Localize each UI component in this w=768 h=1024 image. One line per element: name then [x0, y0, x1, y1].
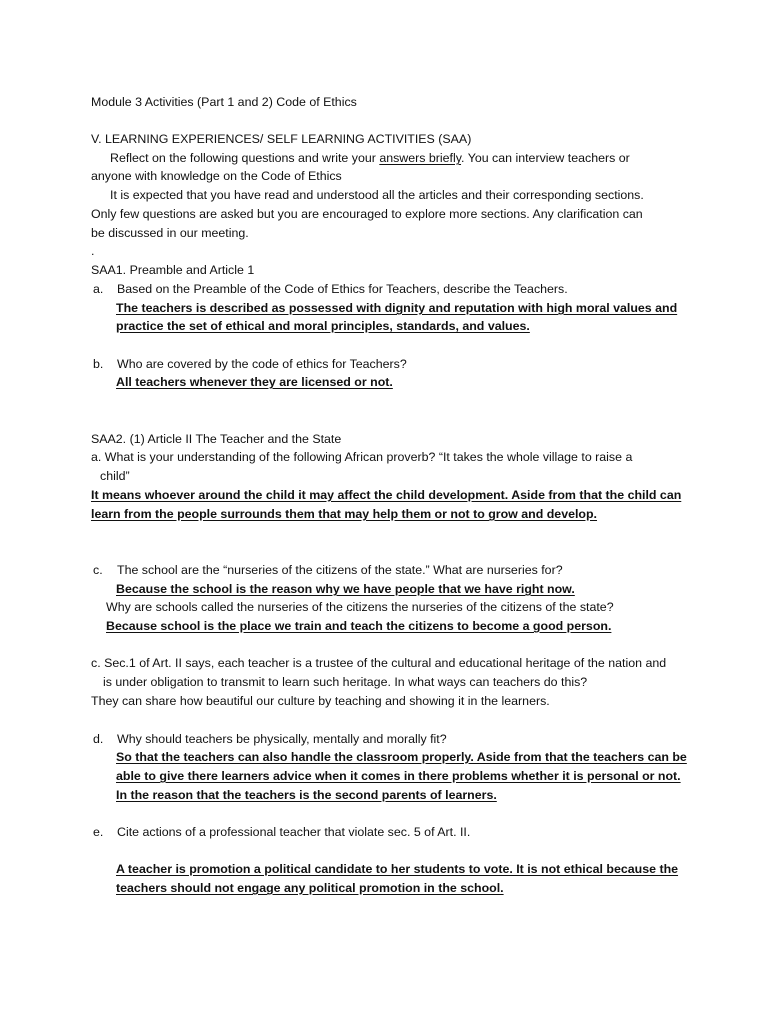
- saa1-answer-a-line-2: practice the set of ethical and moral principles, standards, and values.: [116, 319, 530, 333]
- answers-briefly-text: answers briefly: [379, 151, 462, 165]
- saa2-question-e: [93, 823, 470, 841]
- saa2-question-c-followup: Why are schools called the nurseries of the citizens the nurseries of the citizens of the state?: [106, 600, 614, 614]
- item-marker: c.: [93, 563, 103, 577]
- question-text: Why should teachers be physically, mentally and morally fit?: [117, 732, 447, 746]
- saa2-answer-e-line-1: A teacher is promotion a political candidate to her students to vote. It is not ethical because the: [116, 862, 679, 876]
- saa2-answer-c2: They can share how beautiful our culture by teaching and showing it in the learners.: [91, 694, 550, 708]
- question-text: Cite actions of a professional teacher that violate sec. 5 of Art. II.: [117, 825, 471, 839]
- saa2-question-c: [93, 561, 563, 579]
- saa2-answer-d-line-1: So that the teachers can also handle the classroom properly. Aside from that the teachers can be: [116, 750, 687, 764]
- intro-paragraph-1-line-2: anyone with knowledge on the Code of Ethics: [91, 169, 342, 183]
- saa1-question-b: [93, 355, 407, 373]
- saa1-answer-b: All teachers whenever they are licensed or not.: [116, 375, 393, 389]
- document-title: Module 3 Activities (Part 1 and 2) Code of Ethics: [91, 95, 357, 109]
- intro-text: Reflect on the following questions and write your: [110, 151, 380, 165]
- saa2-answer-c-followup: Because school is the place we train and teach the citizens to become a good person.: [106, 619, 612, 633]
- intro-paragraph-2-line-1: It is expected that you have read and understood all the articles and their corresponding sections.: [110, 188, 644, 202]
- saa1-heading: SAA1. Preamble and Article 1: [91, 263, 255, 277]
- dot-mark: .: [91, 244, 95, 258]
- saa1-answer-a-line-1: The teachers is described as possessed with dignity and reputation with high moral values and: [116, 301, 678, 315]
- saa2-question-a-line-1: a. What is your understanding of the following African proverb? “It takes the whole village to raise a: [91, 450, 633, 464]
- section-heading: V. LEARNING EXPERIENCES/ SELF LEARNING ACTIVITIES (SAA): [91, 132, 472, 146]
- saa2-answer-a-line-1: It means whoever around the child it may affect the child development. Aside from that the child can: [91, 488, 682, 502]
- item-marker: d.: [93, 732, 104, 746]
- saa2-answer-d-line-2: able to give there learners advice when it comes in there problems whether it is personal or not.: [116, 769, 681, 783]
- saa1-question-a: [93, 280, 568, 298]
- intro-paragraph-1: [110, 149, 630, 167]
- item-marker: b.: [93, 357, 104, 371]
- saa2-answer-a-line-2: learn from the people surrounds them that may help them or not to grow and develop.: [91, 507, 598, 521]
- intro-paragraph-2-line-2: Only few questions are asked but you are encouraged to explore more sections. Any clarification can: [91, 207, 643, 221]
- question-text: The school are the “nurseries of the citizens of the state.” What are nurseries for?: [117, 563, 563, 577]
- intro-text-end: . You can interview teachers or: [461, 151, 630, 165]
- saa2-answer-d-line-3: In the reason that the teachers is the second parents of learners.: [116, 788, 497, 802]
- saa2-question-a-line-2: child”: [100, 469, 130, 483]
- saa2-answer-c: Because the school is the reason why we have people that we have right now.: [116, 582, 575, 596]
- saa2-heading: SAA2. (1) Article II The Teacher and the State: [91, 432, 342, 446]
- saa2-question-c2-line-2: is under obligation to transmit to learn such heritage. In what ways can teachers do this?: [103, 675, 588, 689]
- saa2-answer-e-line-2: teachers should not engage any political promotion in the school.: [116, 881, 504, 895]
- intro-paragraph-2-line-3: be discussed in our meeting.: [91, 226, 249, 240]
- question-text: Who are covered by the code of ethics for Teachers?: [117, 357, 407, 371]
- saa2-question-c2-line-1: c. Sec.1 of Art. II says, each teacher is a trustee of the cultural and educational heritage of the nation and: [91, 656, 667, 670]
- question-text: Based on the Preamble of the Code of Ethics for Teachers, describe the Teachers.: [117, 282, 568, 296]
- item-marker: a.: [93, 282, 104, 296]
- saa2-question-d: [93, 730, 447, 748]
- item-marker: e.: [93, 825, 104, 839]
